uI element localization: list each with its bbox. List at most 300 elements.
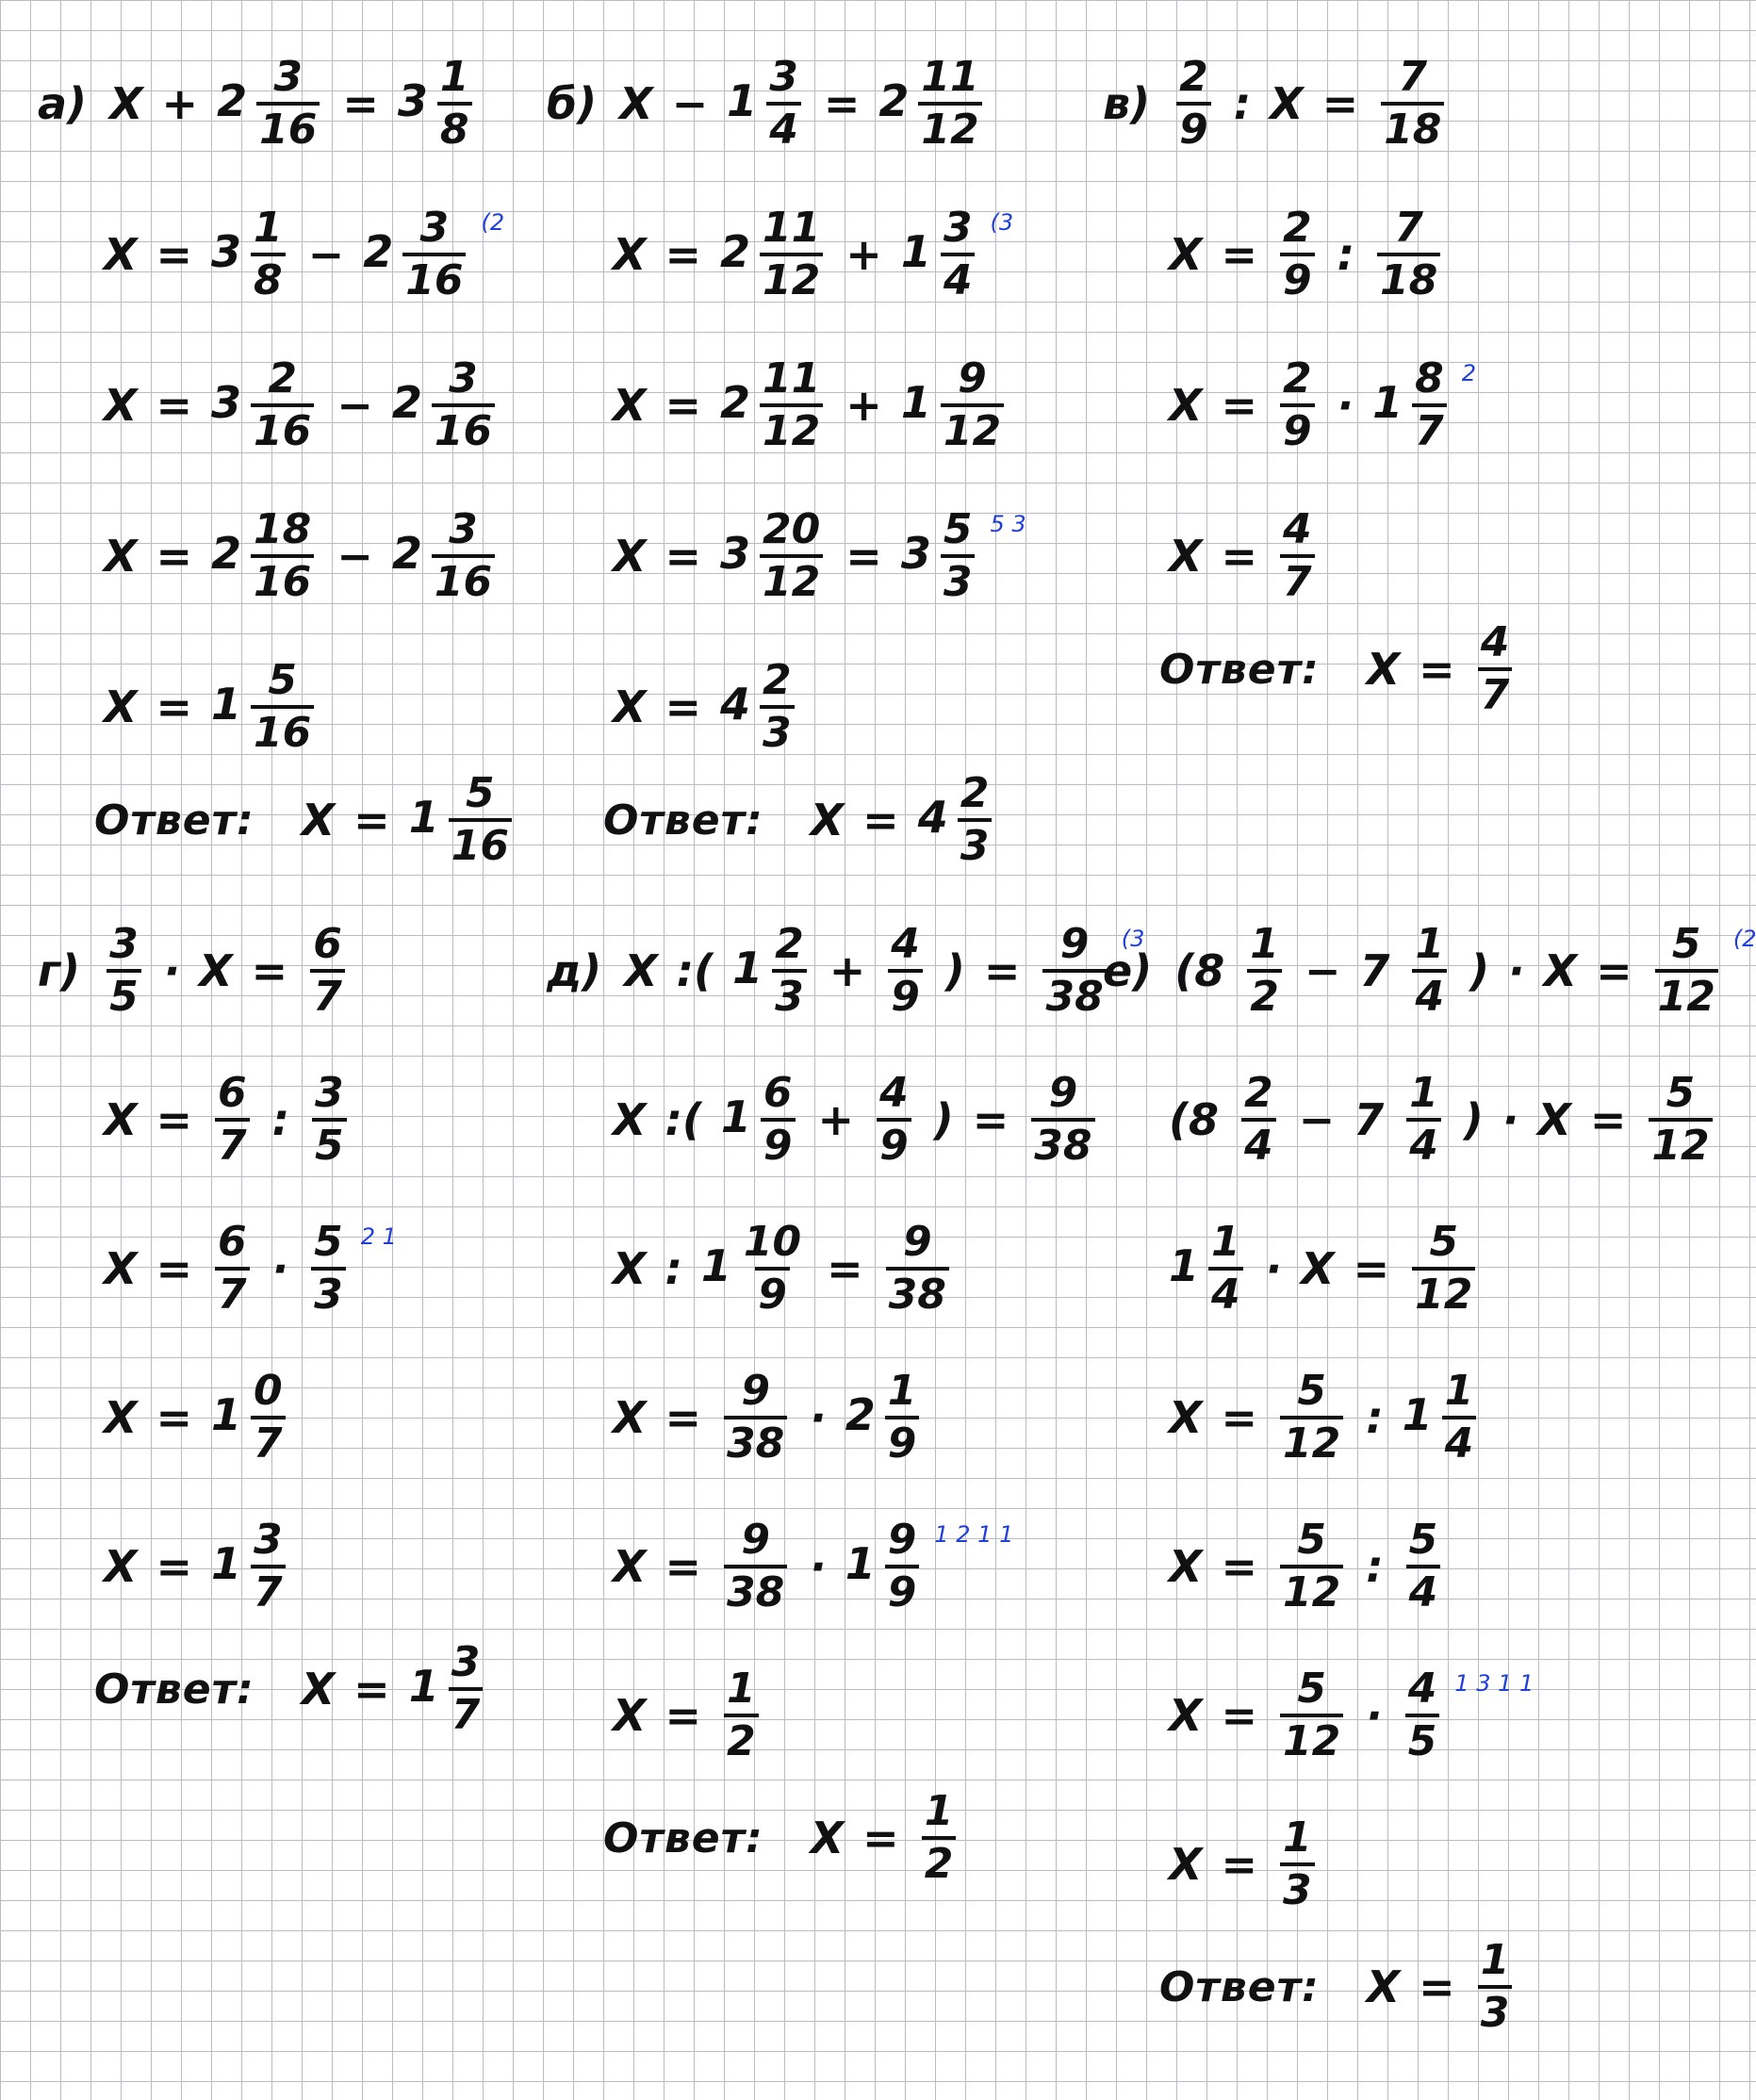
fraction-bar: [724, 1367, 787, 1468]
expression-token: X: [104, 531, 138, 582]
whole-part: 3: [900, 527, 931, 579]
expression-token: =: [156, 1392, 193, 1443]
fraction: [1169, 1218, 1247, 1319]
expression-token: =: [1321, 78, 1359, 129]
numerator: 1: [439, 53, 469, 101]
expression-token: X: [1169, 1392, 1203, 1443]
fraction-bar: [1649, 1069, 1712, 1170]
expression-token: =: [1221, 531, 1258, 582]
numerator: 6: [218, 1218, 247, 1266]
expression-token: =: [1221, 1690, 1258, 1741]
numerator: 9: [887, 1516, 917, 1564]
whole-part: 1: [1372, 376, 1403, 428]
numerator: 3: [769, 53, 798, 101]
expression-token: :(: [676, 945, 714, 996]
expression-token: X: [613, 1690, 647, 1741]
fraction-bar: [251, 1367, 286, 1468]
numerator: 2: [268, 354, 297, 402]
expression-token: =: [665, 380, 702, 431]
expression-token: =: [1589, 1094, 1627, 1145]
denominator: 16: [251, 403, 314, 452]
expression-token: =: [1353, 1243, 1390, 1294]
denominator: 4: [941, 253, 976, 302]
fraction: [1372, 354, 1451, 455]
numerator: 5: [1297, 1367, 1326, 1415]
denominator: 16: [402, 253, 466, 302]
numerator: 3: [419, 204, 450, 252]
expression-token: X: [613, 1094, 647, 1145]
fraction: [408, 1638, 487, 1739]
numerator: 2: [1179, 53, 1208, 101]
fraction-bar: [251, 505, 314, 606]
expression-token: ): [1463, 1094, 1484, 1145]
fraction-bar: [251, 354, 314, 455]
fraction: [211, 204, 289, 304]
answer-label: Ответ:: [603, 796, 763, 845]
numerator: 1: [727, 1665, 756, 1713]
numerator: 9: [741, 1367, 770, 1415]
expression-token: ·: [1337, 380, 1354, 431]
expression-token: ·: [1265, 1243, 1283, 1294]
denominator: 8: [251, 253, 286, 302]
fraction-bar: [1478, 1936, 1513, 2037]
expression-token: =: [156, 229, 193, 280]
denominator: 16: [449, 818, 512, 867]
answer-token: X: [810, 1813, 845, 1863]
problem-label: г): [38, 945, 81, 996]
fraction-bar: [885, 1367, 920, 1468]
numerator: 5: [1297, 1665, 1326, 1713]
numerator: 7: [1398, 53, 1428, 101]
denominator: 4: [766, 102, 801, 151]
numerator: 2: [1283, 204, 1312, 252]
numerator: 1: [1480, 1936, 1510, 1984]
whole-part: 2: [217, 74, 248, 126]
denominator: 7: [215, 1267, 250, 1316]
teacher-annotation: (3: [1121, 926, 1145, 952]
denominator: 7: [215, 1118, 250, 1167]
fraction-bar: [1247, 920, 1282, 1021]
fraction: [408, 769, 516, 870]
answer-token: X: [301, 1664, 336, 1714]
denominator: 3: [941, 554, 976, 603]
fraction: [700, 1218, 808, 1319]
fraction-bar: [1442, 1367, 1477, 1468]
denominator: 12: [1280, 1416, 1343, 1465]
answer-label: Ответ:: [1159, 645, 1320, 694]
denominator: 38: [1042, 969, 1106, 1018]
expression-token: −: [336, 531, 373, 582]
numerator: 1: [1415, 920, 1445, 968]
expression-token: X: [613, 531, 647, 582]
fraction: [1243, 920, 1286, 1021]
fraction-bar: [1280, 1367, 1343, 1468]
fraction: [878, 53, 985, 154]
step-row: [94, 1069, 360, 1170]
step-row: [603, 1665, 772, 1765]
step-row: [1159, 1367, 1489, 1468]
expression-token: X: [104, 1392, 138, 1443]
numerator: 11: [763, 354, 821, 402]
teacher-annotation: 2 1: [360, 1223, 397, 1250]
numerator: 5: [466, 769, 495, 817]
numerator: 1: [254, 204, 283, 252]
whole-part: 4: [917, 791, 948, 843]
whole-part: 3: [397, 74, 428, 126]
expression-token: =: [251, 945, 288, 996]
numerator: 5: [1671, 920, 1701, 968]
fraction-bar: [251, 1516, 286, 1616]
expression-token: X: [613, 681, 647, 732]
fraction: [308, 1069, 351, 1170]
fraction-bar: [922, 1787, 957, 1888]
fraction: [720, 656, 798, 757]
answer-token: X: [301, 795, 336, 845]
answer-token: =: [862, 1813, 899, 1863]
step-row: [94, 1367, 299, 1468]
denominator: 38: [886, 1267, 949, 1316]
numerator: 10: [743, 1218, 802, 1266]
fraction-bar: [918, 53, 981, 154]
denominator: 9: [888, 969, 923, 1018]
denominator: 8: [437, 102, 472, 151]
fraction-bar: [432, 505, 495, 606]
fraction: [882, 1218, 953, 1319]
expression-token: =: [156, 380, 193, 431]
step-row: [38, 920, 358, 1021]
expression-token: X: [199, 945, 233, 996]
denominator: 12: [760, 253, 823, 302]
answer-token: =: [353, 1664, 390, 1714]
expression-token: =: [665, 531, 702, 582]
expression-token: ): [944, 945, 965, 996]
expression-token: +: [845, 229, 882, 280]
answer-row: [1159, 1936, 1525, 2037]
step-row: [547, 920, 1145, 1021]
step-row: [603, 656, 808, 757]
denominator: 16: [251, 554, 314, 603]
fraction-bar: [1412, 920, 1447, 1021]
numerator: 2: [1283, 354, 1312, 402]
expression-token: =: [823, 78, 861, 129]
expression-token: X: [104, 229, 138, 280]
answer-row: [603, 769, 1005, 870]
numerator: 4: [879, 1069, 909, 1117]
answer-label: Ответ:: [603, 1813, 763, 1862]
whole-part: 2: [720, 376, 751, 428]
fraction-bar: [1042, 920, 1106, 1021]
answer-label: Ответ:: [94, 796, 254, 845]
whole-part: 1: [720, 1091, 751, 1142]
whole-part: 1: [1402, 1388, 1433, 1440]
expression-token: =: [342, 78, 379, 129]
whole-part: 2: [878, 74, 910, 126]
denominator: 4: [1208, 1267, 1243, 1316]
fraction: [211, 505, 318, 606]
teacher-annotation: 1 2 1 1: [934, 1521, 1014, 1548]
whole-part: 1: [211, 678, 242, 730]
denominator: 12: [1649, 1118, 1712, 1167]
numerator: 2: [775, 920, 804, 968]
fraction: [1408, 1218, 1479, 1319]
numerator: 6: [218, 1069, 247, 1117]
numerator: 3: [943, 204, 973, 252]
denominator: 5: [107, 969, 141, 1018]
fraction: [1651, 920, 1722, 1021]
fraction: [720, 1665, 763, 1765]
denominator: 4: [1442, 1416, 1477, 1465]
fraction-bar: [449, 769, 512, 870]
expression-token: =: [156, 531, 193, 582]
expression-token: +: [845, 380, 882, 431]
fraction: [1645, 1069, 1715, 1170]
fraction-bar: [1406, 1069, 1441, 1170]
fraction: [727, 53, 805, 154]
denominator: 7: [1478, 667, 1513, 716]
step-row: [94, 505, 508, 606]
denominator: 2: [724, 1714, 759, 1763]
numerator: 3: [449, 354, 478, 402]
numerator: 4: [891, 920, 920, 968]
expression-token: X: [1169, 531, 1203, 582]
fraction-bar: [1381, 53, 1444, 154]
fraction: [211, 1069, 254, 1170]
expression-token: ·: [1508, 945, 1525, 996]
whole-part: 1: [211, 1537, 242, 1589]
fraction: [900, 204, 979, 304]
step-row: [603, 204, 1014, 304]
expression-token: =: [1221, 229, 1258, 280]
teacher-annotation: 1 3 1 1: [1454, 1670, 1534, 1697]
step-row: [1159, 1813, 1328, 1914]
fraction: [1474, 618, 1517, 719]
expression-token: X: [1543, 945, 1578, 996]
denominator: 3: [772, 969, 807, 1018]
numerator: 5: [268, 656, 297, 704]
fraction-bar: [215, 1069, 250, 1170]
expression-token: X: [613, 229, 647, 280]
fraction-bar: [311, 1218, 346, 1319]
answer-token: =: [862, 795, 899, 845]
denominator: 9: [885, 1416, 920, 1465]
fraction-bar: [310, 920, 345, 1021]
denominator: 3: [311, 1267, 346, 1316]
step-row: [94, 354, 508, 455]
denominator: 7: [1280, 554, 1315, 603]
expression-token: X: [1537, 1094, 1571, 1145]
numerator: 5: [943, 505, 973, 553]
fraction-bar: [1412, 354, 1447, 455]
fraction: [720, 204, 827, 304]
numerator: 6: [313, 920, 342, 968]
fraction-bar: [1280, 505, 1315, 606]
fraction-bar: [437, 53, 472, 154]
fraction-bar: [312, 1069, 347, 1170]
fraction-bar: [741, 1218, 804, 1319]
denominator: 16: [256, 102, 320, 151]
denominator: 5: [1405, 1714, 1440, 1763]
denominator: 38: [724, 1416, 787, 1465]
whole-part: 1: [1169, 1239, 1200, 1291]
numerator: 3: [451, 1638, 481, 1686]
denominator: 9: [1176, 102, 1211, 151]
step-row: [603, 505, 1026, 606]
fraction-bar: [958, 769, 993, 870]
numerator: 3: [315, 1069, 344, 1117]
fraction-bar: [107, 920, 141, 1021]
teacher-annotation: 2: [1461, 360, 1477, 386]
numerator: 2: [1244, 1069, 1273, 1117]
fraction: [1403, 1069, 1445, 1170]
numerator: 11: [921, 53, 979, 101]
fraction-bar: [760, 656, 795, 757]
step-row: [94, 1516, 299, 1616]
fraction: [1276, 1813, 1319, 1914]
expression-token: :: [1337, 229, 1355, 280]
whole-part: 3: [211, 225, 242, 277]
expression-token: X: [619, 78, 653, 129]
expression-token: ·: [810, 1541, 827, 1592]
step-row: [94, 656, 327, 757]
fraction: [918, 1787, 960, 1888]
whole-part: 1: [408, 1660, 439, 1712]
step-row: [1159, 1069, 1726, 1170]
fraction: [1039, 920, 1109, 1021]
fraction-bar: [449, 1638, 484, 1739]
numerator: 1: [1283, 1813, 1312, 1862]
whole-part: 1: [408, 791, 439, 843]
expression-token: X: [613, 1243, 647, 1294]
expression-token: =: [845, 531, 882, 582]
denominator: 12: [760, 403, 823, 452]
expression-token: =: [156, 1243, 193, 1294]
denominator: 18: [1377, 253, 1440, 302]
denominator: 12: [1655, 969, 1718, 1018]
denominator: 4: [1406, 1565, 1441, 1614]
whole-part: 2: [720, 225, 751, 277]
denominator: 7: [251, 1565, 286, 1614]
expression-token: X: [1169, 1690, 1203, 1741]
denominator: 12: [918, 102, 981, 151]
fraction-bar: [1655, 920, 1718, 1021]
answer-row: [94, 769, 525, 870]
denominator: 38: [724, 1565, 787, 1614]
answer-row: [1159, 618, 1525, 719]
fraction: [391, 505, 499, 606]
numerator: 2: [763, 656, 792, 704]
expression-token: ·: [271, 1243, 289, 1294]
fraction-bar: [885, 1516, 920, 1616]
fraction-bar: [772, 920, 807, 1021]
expression-token: :: [665, 1243, 682, 1294]
expression-token: =: [1221, 1541, 1258, 1592]
expression-token: X: [613, 1392, 647, 1443]
denominator: 9: [877, 1118, 911, 1167]
answer-label: Ответ:: [1159, 1962, 1320, 2011]
whole-part: 1: [727, 74, 758, 126]
whole-part: 2: [845, 1388, 876, 1440]
step-row: [603, 1218, 962, 1319]
fraction: [1402, 1665, 1444, 1765]
denominator: 9: [885, 1565, 920, 1614]
fraction: [900, 505, 979, 606]
expression-token: 7: [1354, 1094, 1385, 1145]
fraction: [720, 354, 827, 455]
fraction-bar: [1241, 1069, 1276, 1170]
numerator: 3: [449, 505, 478, 553]
fraction-bar: [724, 1516, 787, 1616]
denominator: 16: [432, 403, 495, 452]
numerator: 1: [1409, 1069, 1438, 1117]
whole-part: 1: [900, 225, 931, 277]
fraction-bar: [1280, 204, 1315, 304]
expression-token: =: [983, 945, 1021, 996]
fraction: [211, 1218, 254, 1319]
expression-token: =: [665, 1392, 702, 1443]
step-row: [1159, 204, 1453, 304]
numerator: 9: [1059, 920, 1090, 968]
fraction-bar: [886, 1218, 949, 1319]
expression-token: =: [1596, 945, 1633, 996]
expression-token: X: [613, 380, 647, 431]
numerator: 5: [1297, 1516, 1326, 1564]
fraction-bar: [251, 656, 314, 757]
fraction: [307, 1218, 350, 1319]
fraction: [873, 1069, 915, 1170]
numerator: 3: [254, 1516, 283, 1564]
fraction: [1276, 1516, 1347, 1616]
problem-label: д): [547, 945, 602, 996]
numerator: 1: [1211, 1218, 1240, 1266]
expression-token: X: [1169, 1541, 1203, 1592]
fraction: [1276, 204, 1319, 304]
numerator: 5: [314, 1218, 343, 1266]
step-row: [603, 1367, 932, 1468]
fraction: [1276, 1665, 1347, 1765]
numerator: 5: [1408, 1516, 1438, 1564]
expression-token: X: [1169, 1839, 1203, 1890]
expression-token: X: [109, 78, 143, 129]
denominator: 16: [432, 554, 495, 603]
fraction-bar: [877, 1069, 911, 1170]
denominator: 3: [958, 818, 993, 867]
step-row: [1103, 53, 1457, 154]
fraction: [1238, 1069, 1280, 1170]
fraction: [720, 505, 827, 606]
denominator: 7: [449, 1687, 484, 1736]
fraction: [211, 1367, 289, 1468]
fraction-bar: [1280, 1665, 1343, 1765]
denominator: 3: [1280, 1862, 1315, 1911]
numerator: 9: [741, 1516, 770, 1564]
numerator: 4: [1407, 1665, 1437, 1713]
expression-token: −: [1298, 1094, 1336, 1145]
expression-token: :: [1366, 1541, 1384, 1592]
expression-token: −: [671, 78, 709, 129]
fraction-bar: [432, 354, 495, 455]
numerator: 11: [763, 204, 821, 252]
expression-token: −: [307, 229, 345, 280]
fraction-bar: [1280, 1516, 1343, 1616]
expression-token: =: [1221, 1392, 1258, 1443]
whole-part: 1: [211, 1388, 242, 1440]
answer-token: =: [1419, 1961, 1455, 2012]
whole-part: 1: [900, 376, 931, 428]
answer-label: Ответ:: [94, 1665, 254, 1714]
fraction-bar: [1208, 1218, 1243, 1319]
expression-token: X: [1169, 229, 1203, 280]
denominator: 4: [1412, 969, 1447, 1018]
